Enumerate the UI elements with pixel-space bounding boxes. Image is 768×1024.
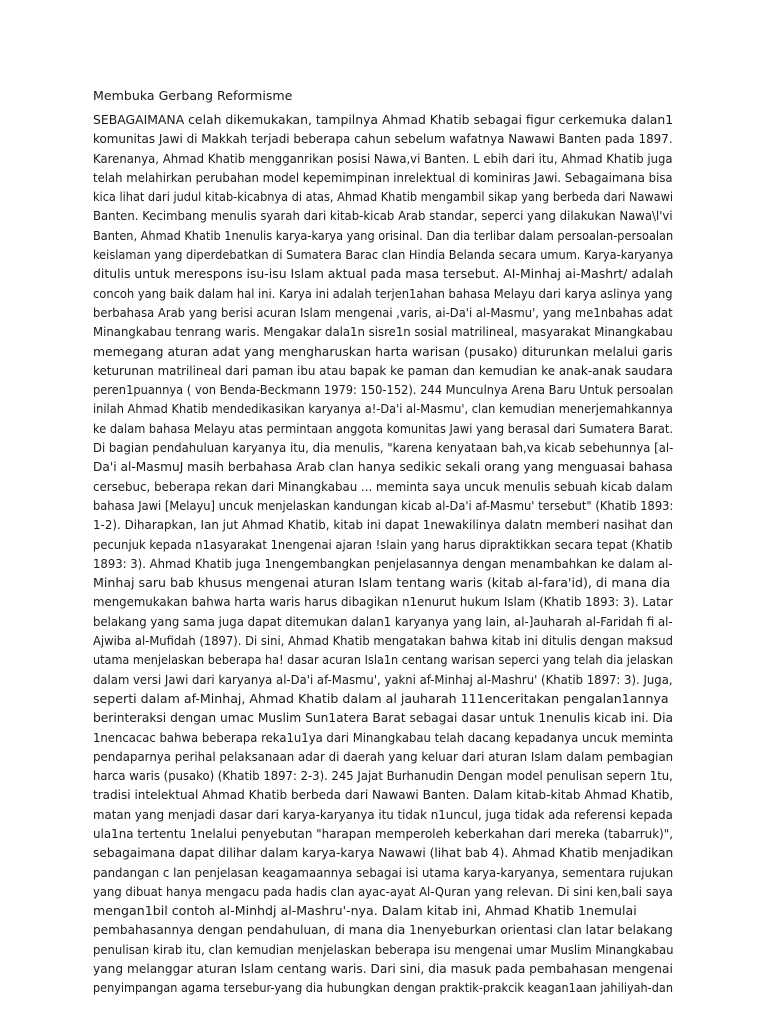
body-text-line: telah melahirkan perubahan model kepemimpinan inrelektual di kominiras Jawi. Sebagaimana bisa bbox=[93, 169, 673, 185]
body-text-line: ula1na tertentu 1nelalui penyebutan "harapan memperoleh keberkahan dari mereka (tabarruk)", bbox=[93, 825, 674, 841]
body-text-line: Minangkabau tenrang waris. Mengakar dala1n sisre1n sosial matrilineal, masyarakat Minangkabau bbox=[93, 324, 673, 340]
body-text-line: utama menjelaskan beberapa ha! dasar acuran Isla1n centang warisan seperci yang telah dia jelaskan bbox=[93, 652, 674, 668]
body-text-line: Karenanya, Ahmad Khatib mengganrikan posisi Nawa,vi Banten. L ebih dari itu, Ahmad Khatib juga bbox=[93, 150, 673, 166]
body-text-line: Ajwiba al-Mufidah (1897). Di sini, Ahmad Khatib mengatakan bahwa kitab ini ditulis dengan maksud bbox=[93, 633, 673, 649]
body-text-line: Da'i al-MasmuJ masih berbahasa Arab clan hanya sedikic sekali orang yang menguasai bahasa bbox=[93, 459, 673, 475]
body-text-line: matan yang menjadi dasar dari karya-karyanya itu tidak n1uncul, juga tidak ada referensi kepada bbox=[93, 806, 673, 822]
body-text-line: concoh yang baik dalam hal ini. Karya ini adalah terjen1ahan bahasa Melayu dari karya aslinya yang bbox=[93, 285, 673, 301]
body-text-line: mengan1bil contoh al-Minhdj al-Mashru'-nya. Dalam kitab ini, Ahmad Khatib 1nemulai bbox=[93, 903, 637, 919]
body-text-line: belakang yang sama juga dapat ditemukan dalan1 karyanya yang lain, al-]auharah al-Faridah fi al- bbox=[93, 613, 673, 629]
body-text-line: ditulis untuk merespons isu-isu Islam aktual pada masa tersebut. AI-Minhaj ai-Mashrt/ adalah bbox=[93, 266, 674, 282]
body-text-line: pendaparnya perihal pelaksanaan adar di daerah yang keluar dari aturan Islam dalam pembagian bbox=[93, 748, 674, 764]
body-text-line: dalam versi Jawi dari karyanya al-Da'i af-Masmu', yakni af-Minhaj al-Mashru' (Khatib 1897: 3). Juga, bbox=[93, 671, 673, 687]
body-text-line: Di bagian pendahuluan karyanya itu, dia menulis, "karena kenyataan bah,va kicab sebehunnya [al- bbox=[93, 440, 674, 456]
body-text-line: pembahasannya dengan pendahuluan, di mana dia 1nenyeburkan orientasi clan latar belakang bbox=[93, 922, 673, 938]
body-text-line: memegang aturan adat yang mengharuskan harta warisan (pusako) diturunkan melalui garis bbox=[93, 343, 673, 359]
body-text-line: penyimpangan agama tersebur-yang dia hubungkan dengan praktik-prakcik keagan1aan jahiliyah-dan bbox=[93, 980, 673, 996]
body-text-line: mengemukakan bahwa harta waris harus dibagikan n1enurut hukum Islam (Khatib 1893: 3). Latar bbox=[93, 594, 673, 610]
body-text-line: peren1puannya ( von Benda-Beckmann 1979: 150-152). 244 Munculnya Arena Baru Untuk persoalan bbox=[93, 382, 674, 398]
body-text-line: berinteraksi dengan umac Muslim Sun1atera Barat sebagai dasar untuk 1nenulis kicab ini. Dia bbox=[93, 710, 673, 726]
body-text-line: yang melanggar aturan Islam centang waris. Dari sini, dia masuk pada pembahasan mengenai bbox=[93, 961, 673, 977]
body-text-line: berbahasa Arab yang berisi acuran Islam mengenai ,varis, ai-Da'i al-Masmu', yang me1nbahas adat bbox=[93, 304, 673, 320]
body-text-line: harca waris (pusako) (Khatib 1897: 2-3). 245 Jajat Burhanudin Dengan model penulisan sepern 1tu, bbox=[93, 768, 673, 784]
body-text-line: Minhaj saru bab khusus mengenai aturan Islam tentang waris (kitab al-fara'id), di mana dia bbox=[93, 575, 671, 591]
body-text-line: sebagaimana dapat dilihar dalam karya-karya Nawawi (lihat bab 4). Ahmad Khatib menjadikan bbox=[93, 845, 674, 861]
document-title: Membuka Gerbang Reformisme bbox=[93, 88, 293, 103]
document-body bbox=[93, 110, 673, 998]
body-text-line: Banten. Kecimbang menulis syarah dari kitab-kicab Arab standar, seperci yang dilakukan Nawa\l'vi bbox=[93, 208, 673, 224]
body-text-line: keturunan matrilineal dari paman ibu atau bapak ke paman dan kemudian ke anak-anak saudara bbox=[93, 362, 673, 378]
body-text-line: 1-2). Diharapkan, Ian jut Ahmad Khatib, kitab ini dapat 1newakilinya dalatn memberi nasihat dan bbox=[93, 517, 674, 533]
body-text-line: ke dalam bahasa Melayu atas permintaan anggota komunitas Jawi yang berasal dari Sumatera Barat. bbox=[93, 420, 673, 436]
body-text-line: 1893: 3). Ahmad Khatib juga 1nengembangkan penjelasannya dengan menambahkan ke dalam al- bbox=[93, 555, 673, 571]
body-text-line: pecunjuk kepada n1asyarakat 1nengenai ajaran !slain yang harus dipraktikkan secara tepat (Khatib bbox=[93, 536, 673, 552]
body-text-line: tradisi intelektual Ahmad Khatib berbeda dari Nawawi Banten. Dalam kitab-kitab Ahmad Khatib, bbox=[93, 787, 674, 803]
body-text-line: Banten, Ahmad Khatib 1nenulis karya-karya yang orisinal. Dan dia terlibar dalam persoalan-persoalan bbox=[93, 227, 674, 243]
body-text-line: 1nencacac bahwa beberapa reka1u1ya dari Minangkabau telah dacang kepadanya uncuk meminta bbox=[93, 729, 674, 745]
body-text-line: keislaman yang diperdebatkan di Sumatera Barac clan Hindia Belanda secara umum. Karya-karyanya bbox=[93, 247, 674, 263]
body-text-line: pandangan c lan penjelasan keagamaannya sebagai isi utama karya-karyanya, sementara rujukan bbox=[93, 864, 674, 880]
body-text-line: inilah Ahmad Khatib mendedikasikan karyanya a!-Da'i al-Masmu', clan kemudian menerjemahkannya bbox=[93, 401, 673, 417]
body-text-line: yang dibuat hanya mengacu pada hadis clan ayac-ayat Al-Quran yang relevan. Di sini ken,bali saya bbox=[93, 883, 673, 899]
body-text-line: cersebuc, beberapa rekan dari Minangkabau ... meminta saya uncuk menulis sebuah kicab dalam bbox=[93, 478, 673, 494]
body-text-line: kica lihat dari judul kitab-kicabnya di atas, Ahmad Khatib mengambil sikap yang berbeda dari Nawawi bbox=[93, 189, 674, 205]
body-text-line: seperti dalam af-Minhaj, Ahmad Khatib dalam al jauharah 111enceritakan pengalan1annya bbox=[93, 690, 669, 706]
body-text-line: bahasa Jawi [Melayu] uncuk menjelaskan kandungan kicab al-Da'i af-Masmu' tersebut" (Khatib 1893: bbox=[93, 497, 674, 513]
body-text-line: penulisan kirab itu, clan kemudian menjelaskan beberapa isu mengenai umar Muslim Minangkabau bbox=[93, 941, 674, 957]
body-text-line: SEBAGAIMANA celah dikemukakan, tampilnya Ahmad Khatib sebagai figur cerkemuka dalan1 bbox=[93, 112, 674, 127]
body-text-line: komunitas Jawi di Makkah terjadi beberapa cahun sebelum wafatnya Nawawi Banten pada 1897. bbox=[93, 131, 673, 147]
